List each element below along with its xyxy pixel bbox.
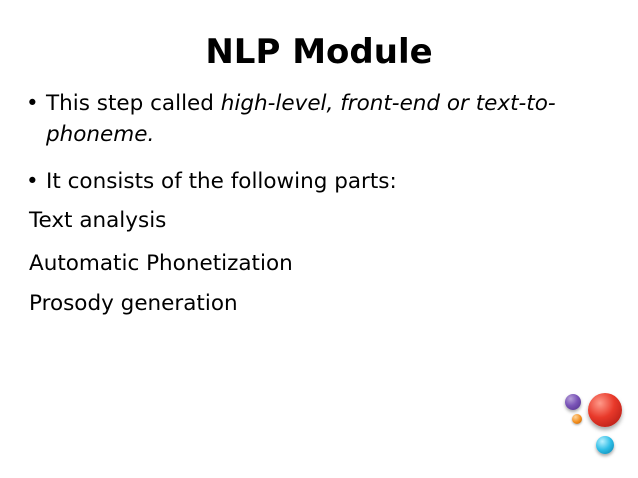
part-prosody-generation: Prosody generation (29, 291, 238, 316)
cyan-circle-icon (596, 436, 614, 454)
bullet-text (46, 88, 586, 150)
bullet-marker: • (26, 169, 39, 194)
bullet-lead-text: This step called (46, 91, 221, 116)
part-automatic-phonetization: Automatic Phonetization (29, 251, 293, 276)
slide-title: NLP Module (205, 32, 433, 72)
purple-circle-icon (565, 394, 581, 410)
bullet-item-step (26, 88, 586, 150)
bullet-emphasis-text: high-level, front-end or text-to-phoneme. (46, 91, 556, 147)
part-text-analysis: Text analysis (29, 208, 167, 233)
red-circle-icon (588, 393, 622, 427)
orange-circle-icon (572, 414, 582, 424)
bullet-lead-text: It consists of the following parts: (46, 169, 397, 194)
bullet-marker: • (26, 91, 39, 116)
bullet-item-parts (26, 166, 586, 197)
